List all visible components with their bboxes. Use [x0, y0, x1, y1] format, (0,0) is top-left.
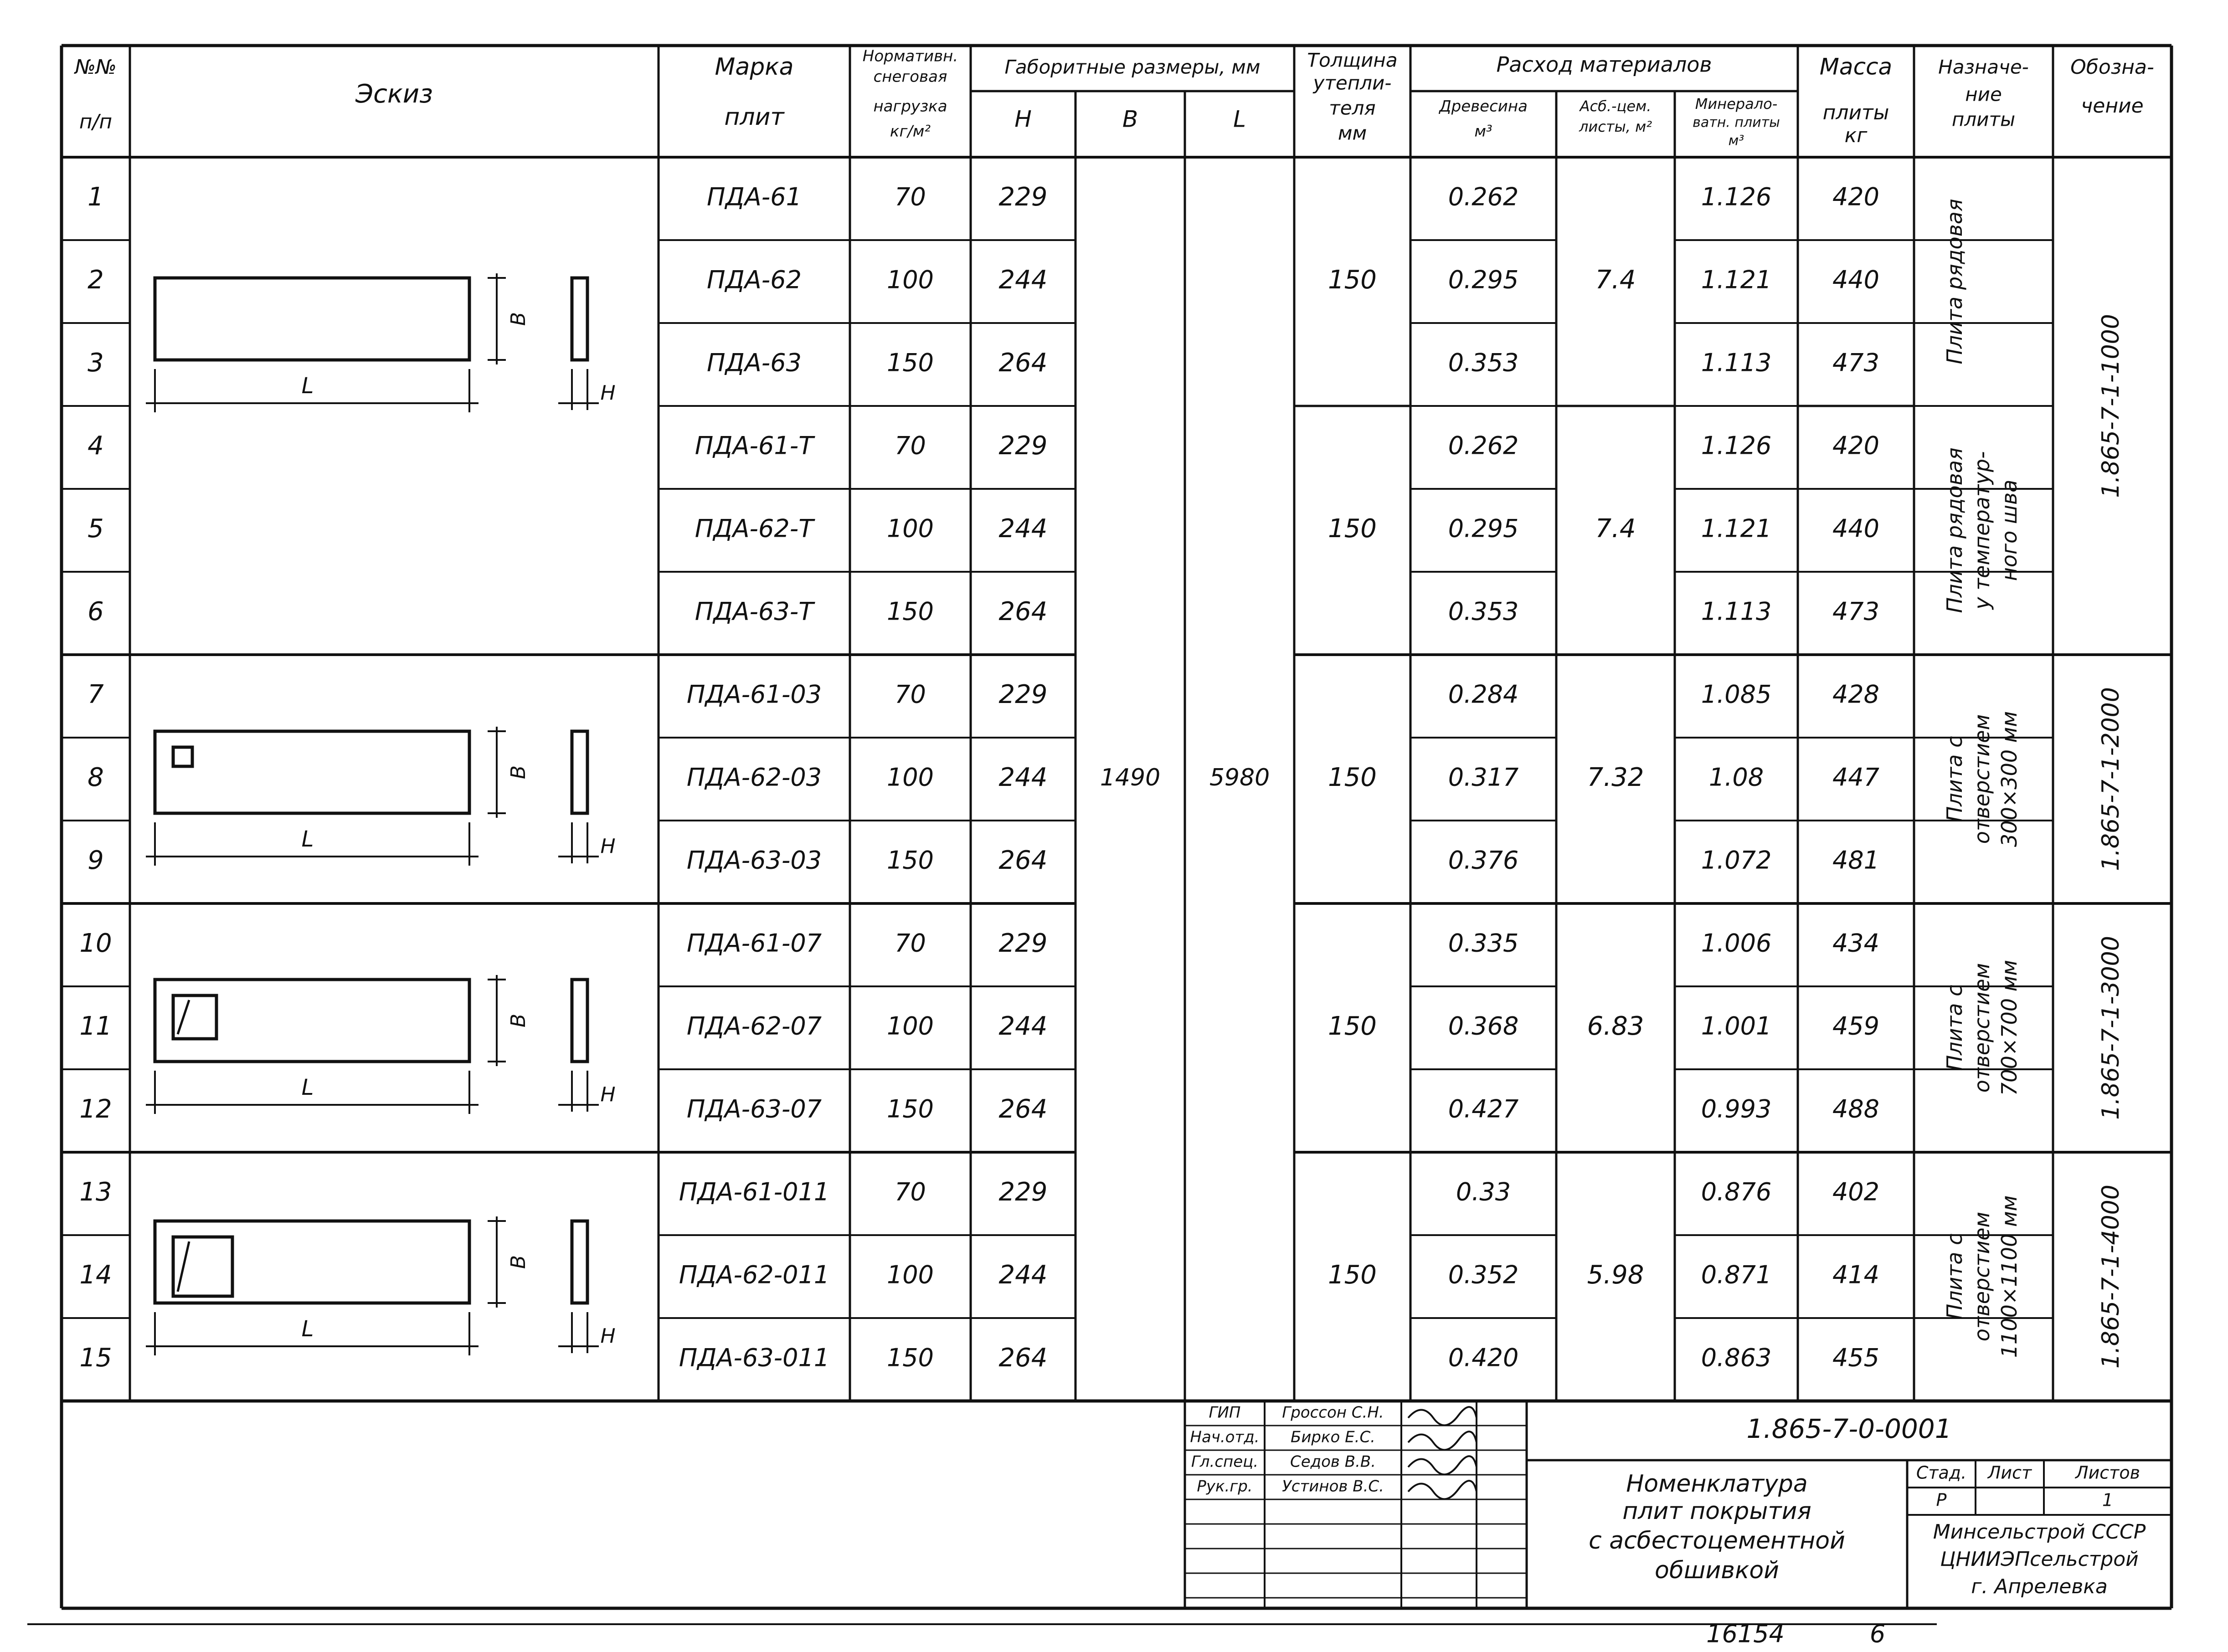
stamp-stage: Р: [1936, 1490, 1947, 1510]
group-thickness: 150: [1328, 265, 1377, 295]
stamp-title: с асбестоцементной: [1589, 1527, 1845, 1555]
row-number: 6: [87, 597, 104, 627]
row-mineral: 0.871: [1701, 1260, 1772, 1289]
row-wood: 0.295: [1448, 514, 1519, 543]
dim-label-b: B: [507, 312, 530, 326]
row-mass: 428: [1832, 680, 1880, 709]
group-purpose: отверстием: [1970, 1211, 1994, 1342]
side-view-outline: [572, 278, 587, 360]
row-mineral: 0.863: [1701, 1343, 1772, 1372]
row-mass: 440: [1832, 514, 1880, 543]
row-number: 10: [79, 929, 112, 959]
group-asbestos: 7.4: [1595, 514, 1636, 544]
row-mass: 488: [1832, 1094, 1880, 1124]
row-number: 1: [87, 182, 104, 212]
header-load: кг/м²: [890, 122, 931, 141]
row-load: 70: [895, 929, 926, 958]
row-mark: ПДА-61: [707, 182, 802, 211]
designation-code: 1.865-7-1-1000: [2097, 314, 2125, 498]
row-wood: 0.284: [1448, 680, 1519, 709]
row-mineral: 1.121: [1701, 265, 1772, 294]
stamp-stage-label: Стад.: [1916, 1462, 1967, 1483]
page-number: 6: [1869, 1619, 1886, 1648]
row-number: 14: [79, 1260, 112, 1290]
side-view-outline: [572, 980, 587, 1062]
dim-label-b: B: [507, 1255, 530, 1269]
plate-outline: [155, 731, 469, 813]
row-mark: ПДА-63-03: [686, 846, 822, 875]
header-purpose: Назначе-: [1938, 56, 2029, 78]
row-height: 244: [998, 514, 1048, 544]
row-mark: ПДА-62-07: [686, 1011, 822, 1041]
stamp-org: г. Апрелевка: [1971, 1575, 2108, 1598]
row-mineral: 1.113: [1701, 597, 1772, 626]
row-mineral: 1.085: [1701, 680, 1772, 709]
row-mass: 414: [1832, 1260, 1880, 1289]
dim-label-b: B: [507, 765, 530, 780]
row-load: 70: [895, 680, 926, 709]
stamp-name: Седов В.В.: [1290, 1452, 1376, 1471]
row-wood: 0.427: [1448, 1094, 1519, 1124]
opening-outline: [173, 1237, 232, 1296]
group-purpose: отверстием: [1970, 714, 1994, 844]
designation-code: 1.865-7-1-2000: [2097, 687, 2125, 871]
row-number: 8: [87, 763, 104, 793]
row-load: 70: [895, 182, 926, 211]
row-mineral: 1.113: [1701, 348, 1772, 377]
inventory-number: 16154: [1706, 1619, 1785, 1648]
row-mineral: 0.876: [1701, 1177, 1772, 1206]
row-height: 264: [998, 1343, 1048, 1373]
stamp-org: ЦНИИЭПсельстрой: [1940, 1548, 2139, 1571]
row-load: 150: [886, 1343, 934, 1372]
header-sketch: Эскиз: [355, 79, 433, 109]
row-height: 244: [998, 1260, 1048, 1290]
row-height: 264: [998, 1094, 1048, 1124]
row-mass: 402: [1832, 1177, 1880, 1206]
header-designation: чение: [2081, 94, 2144, 118]
row-mark: ПДА-63-07: [686, 1094, 822, 1124]
dim-label-l: L: [301, 1316, 314, 1342]
header-num: №№: [75, 56, 117, 79]
row-height: 244: [998, 763, 1048, 793]
row-height: 264: [998, 846, 1048, 876]
header-load: нагрузка: [873, 97, 947, 116]
row-mineral: 1.006: [1701, 929, 1772, 958]
row-wood: 0.33: [1456, 1177, 1511, 1206]
row-mass: 420: [1832, 431, 1880, 460]
header-materials: Расход материалов: [1496, 52, 1712, 77]
header-designation: Обозна-: [2070, 56, 2154, 79]
group-purpose: Плита рядовая: [1942, 447, 1967, 613]
signature-mark: [1408, 1481, 1477, 1499]
row-wood: 0.295: [1448, 265, 1519, 294]
group-purpose: Плита с: [1942, 985, 1967, 1071]
dim-label-h: H: [600, 381, 616, 405]
side-view-outline: [572, 731, 587, 813]
designation-code: 1.865-7-1-4000: [2097, 1185, 2125, 1369]
header-thickness: Толщина: [1307, 49, 1398, 72]
dim-label-l: L: [301, 826, 314, 852]
header-purpose: ние: [1965, 83, 2002, 106]
header-dim-h: H: [1014, 106, 1032, 133]
row-mineral: 1.126: [1701, 182, 1772, 211]
opening-outline: [173, 995, 216, 1039]
header-asbestos: листы, м²: [1579, 118, 1652, 135]
row-mark: ПДА-61-07: [686, 929, 822, 958]
header-mass: плиты: [1822, 101, 1889, 124]
width-b-value: 1490: [1100, 764, 1161, 791]
row-mass: 455: [1832, 1343, 1880, 1372]
row-number: 13: [79, 1177, 112, 1207]
row-number: 11: [79, 1011, 112, 1041]
row-height: 229: [998, 182, 1048, 212]
length-l-value: 5980: [1209, 764, 1270, 791]
row-load: 150: [886, 597, 934, 626]
stamp-org: Минсельстрой СССР: [1933, 1520, 2146, 1544]
row-load: 100: [886, 763, 934, 792]
stamp-name: Устинов В.С.: [1282, 1477, 1384, 1496]
stamp-name: Гроссон С.Н.: [1282, 1403, 1384, 1422]
row-mass: 440: [1832, 265, 1880, 294]
row-load: 100: [886, 1260, 934, 1289]
row-number: 7: [87, 680, 104, 710]
row-wood: 0.420: [1448, 1343, 1519, 1372]
header-mineral: м³: [1728, 133, 1744, 149]
row-height: 229: [998, 431, 1048, 461]
dim-label-b: B: [507, 1013, 530, 1028]
stamp-role: Гл.спец.: [1191, 1452, 1259, 1471]
header-dim-l: L: [1233, 106, 1246, 133]
row-mineral: 0.993: [1701, 1094, 1772, 1124]
group-purpose: 700×700 мм: [1997, 959, 2022, 1096]
signature-mark: [1408, 1431, 1477, 1450]
designation-code: 1.865-7-1-3000: [2097, 936, 2125, 1120]
header-load: снеговая: [873, 67, 947, 86]
group-purpose: Плита рядовая: [1942, 199, 1967, 364]
header-wood: Древесина: [1439, 97, 1528, 116]
row-mass: 447: [1832, 763, 1880, 792]
dim-label-h: H: [600, 1083, 616, 1106]
header-mineral: ватн. плиты: [1693, 114, 1780, 131]
group-purpose: отверстием: [1970, 963, 1994, 1093]
row-mineral: 1.126: [1701, 431, 1772, 460]
opening-outline: [173, 747, 192, 766]
row-mass: 473: [1832, 597, 1880, 626]
table-text: [73, 47, 2154, 1648]
row-number: 15: [79, 1343, 112, 1373]
row-wood: 0.317: [1448, 763, 1519, 792]
row-mass: 434: [1832, 929, 1880, 958]
stamp-sheets: 1: [2102, 1490, 2114, 1510]
row-mark: ПДА-62-Т: [695, 514, 814, 543]
row-wood: 0.262: [1448, 182, 1519, 211]
dim-label-l: L: [301, 1075, 314, 1100]
row-mark: ПДА-61-Т: [695, 431, 814, 460]
opening-diagonal: [178, 1242, 189, 1292]
row-load: 150: [886, 1094, 934, 1124]
signature-mark: [1408, 1407, 1477, 1425]
plate-outline: [155, 278, 469, 360]
dim-label-l: L: [301, 373, 314, 399]
stamp-title: обшивкой: [1655, 1557, 1779, 1584]
row-height: 229: [998, 929, 1048, 959]
row-load: 100: [886, 1011, 934, 1041]
header-mass: Масса: [1819, 53, 1893, 80]
row-height: 264: [998, 348, 1048, 378]
row-load: 150: [886, 846, 934, 875]
signature-mark: [1408, 1456, 1477, 1474]
row-mark: ПДА-62-03: [686, 763, 822, 792]
row-mark: ПДА-63-011: [679, 1343, 830, 1372]
row-wood: 0.353: [1448, 597, 1519, 626]
row-load: 100: [886, 265, 934, 294]
row-mark: ПДА-62: [707, 265, 802, 294]
row-load: 70: [895, 431, 926, 460]
header-mark: плит: [724, 103, 784, 131]
dim-label-h: H: [600, 1324, 616, 1348]
row-load: 100: [886, 514, 934, 543]
group-asbestos: 7.4: [1595, 265, 1636, 295]
stamp-role: ГИП: [1209, 1403, 1241, 1422]
group-purpose: Плита с: [1942, 736, 1967, 822]
header-purpose: плиты: [1951, 108, 2016, 131]
stamp-title: плит покрытия: [1622, 1498, 1811, 1525]
stamp-name: Бирко Е.С.: [1291, 1428, 1375, 1447]
row-height: 244: [998, 265, 1048, 295]
stamp-role: Нач.отд.: [1190, 1428, 1260, 1447]
row-mark: ПДА-61-03: [686, 680, 822, 709]
group-thickness: 150: [1328, 1260, 1377, 1290]
group-thickness: 150: [1328, 763, 1377, 793]
row-height: 229: [998, 1177, 1048, 1207]
row-mass: 481: [1832, 846, 1880, 875]
row-mass: 420: [1832, 182, 1880, 211]
row-number: 5: [87, 514, 104, 544]
row-mass: 459: [1832, 1011, 1880, 1041]
row-number: 3: [87, 348, 104, 378]
row-mineral: 1.121: [1701, 514, 1772, 543]
group-thickness: 150: [1328, 1011, 1377, 1041]
dim-label-h: H: [600, 835, 616, 858]
row-wood: 0.262: [1448, 431, 1519, 460]
group-thickness: 150: [1328, 514, 1377, 544]
row-wood: 0.376: [1448, 846, 1519, 875]
stamp-code: 1.865-7-0-0001: [1746, 1413, 1952, 1445]
row-height: 264: [998, 597, 1048, 627]
row-height: 229: [998, 680, 1048, 710]
opening-diagonal: [178, 1000, 189, 1034]
row-wood: 0.335: [1448, 929, 1519, 958]
row-mark: ПДА-63-Т: [695, 597, 814, 626]
row-number: 9: [87, 846, 104, 876]
header-asbestos: Асб.-цем.: [1580, 97, 1652, 115]
header-thickness: мм: [1338, 122, 1367, 144]
row-number: 2: [87, 265, 104, 295]
group-purpose: Плита с: [1942, 1233, 1967, 1320]
stamp-role: Рук.гр.: [1197, 1477, 1253, 1496]
row-mineral: 1.001: [1701, 1011, 1772, 1041]
plate-outline: [155, 980, 469, 1062]
row-mark: ПДА-61-011: [679, 1177, 830, 1206]
group-purpose: 1100×1100 мм: [1997, 1195, 2022, 1358]
group-purpose: ного шва: [1997, 479, 2022, 581]
header-mark: Марка: [715, 53, 794, 81]
header-dim-b: B: [1122, 106, 1138, 133]
header-mass: кг: [1844, 124, 1868, 147]
header-num: п/п: [79, 110, 113, 133]
header-wood: м³: [1474, 122, 1492, 141]
group-asbestos: 6.83: [1587, 1011, 1644, 1041]
row-mark: ПДА-63: [707, 348, 802, 377]
header-load: Нормативн.: [862, 47, 958, 66]
header-dims: Габоритные размеры, мм: [1004, 56, 1261, 78]
stamp-sheets-label: Листов: [2075, 1462, 2140, 1483]
row-wood: 0.352: [1448, 1260, 1519, 1289]
row-mineral: 1.072: [1701, 846, 1772, 875]
group-purpose: у температур-: [1970, 451, 1994, 610]
header-thickness: утепли-: [1313, 72, 1392, 94]
side-view-outline: [572, 1221, 587, 1303]
header-thickness: теля: [1329, 97, 1376, 119]
row-wood: 0.368: [1448, 1011, 1519, 1041]
row-height: 244: [998, 1011, 1048, 1041]
row-mark: ПДА-62-011: [679, 1260, 830, 1289]
header-mineral: Минерало-: [1695, 95, 1778, 113]
group-purpose: 300×300 мм: [1997, 711, 2022, 847]
stamp-sheet-label: Лист: [1987, 1462, 2032, 1483]
row-mass: 473: [1832, 348, 1880, 377]
stamp-title: Номенклатура: [1626, 1470, 1808, 1498]
plate-outline: [155, 1221, 469, 1303]
row-wood: 0.353: [1448, 348, 1519, 377]
row-load: 70: [895, 1177, 926, 1206]
group-asbestos: 7.32: [1587, 763, 1644, 793]
row-number: 12: [79, 1094, 112, 1124]
row-number: 4: [87, 431, 104, 461]
group-asbestos: 5.98: [1587, 1260, 1644, 1290]
row-load: 150: [886, 348, 934, 377]
row-mineral: 1.08: [1708, 763, 1764, 792]
